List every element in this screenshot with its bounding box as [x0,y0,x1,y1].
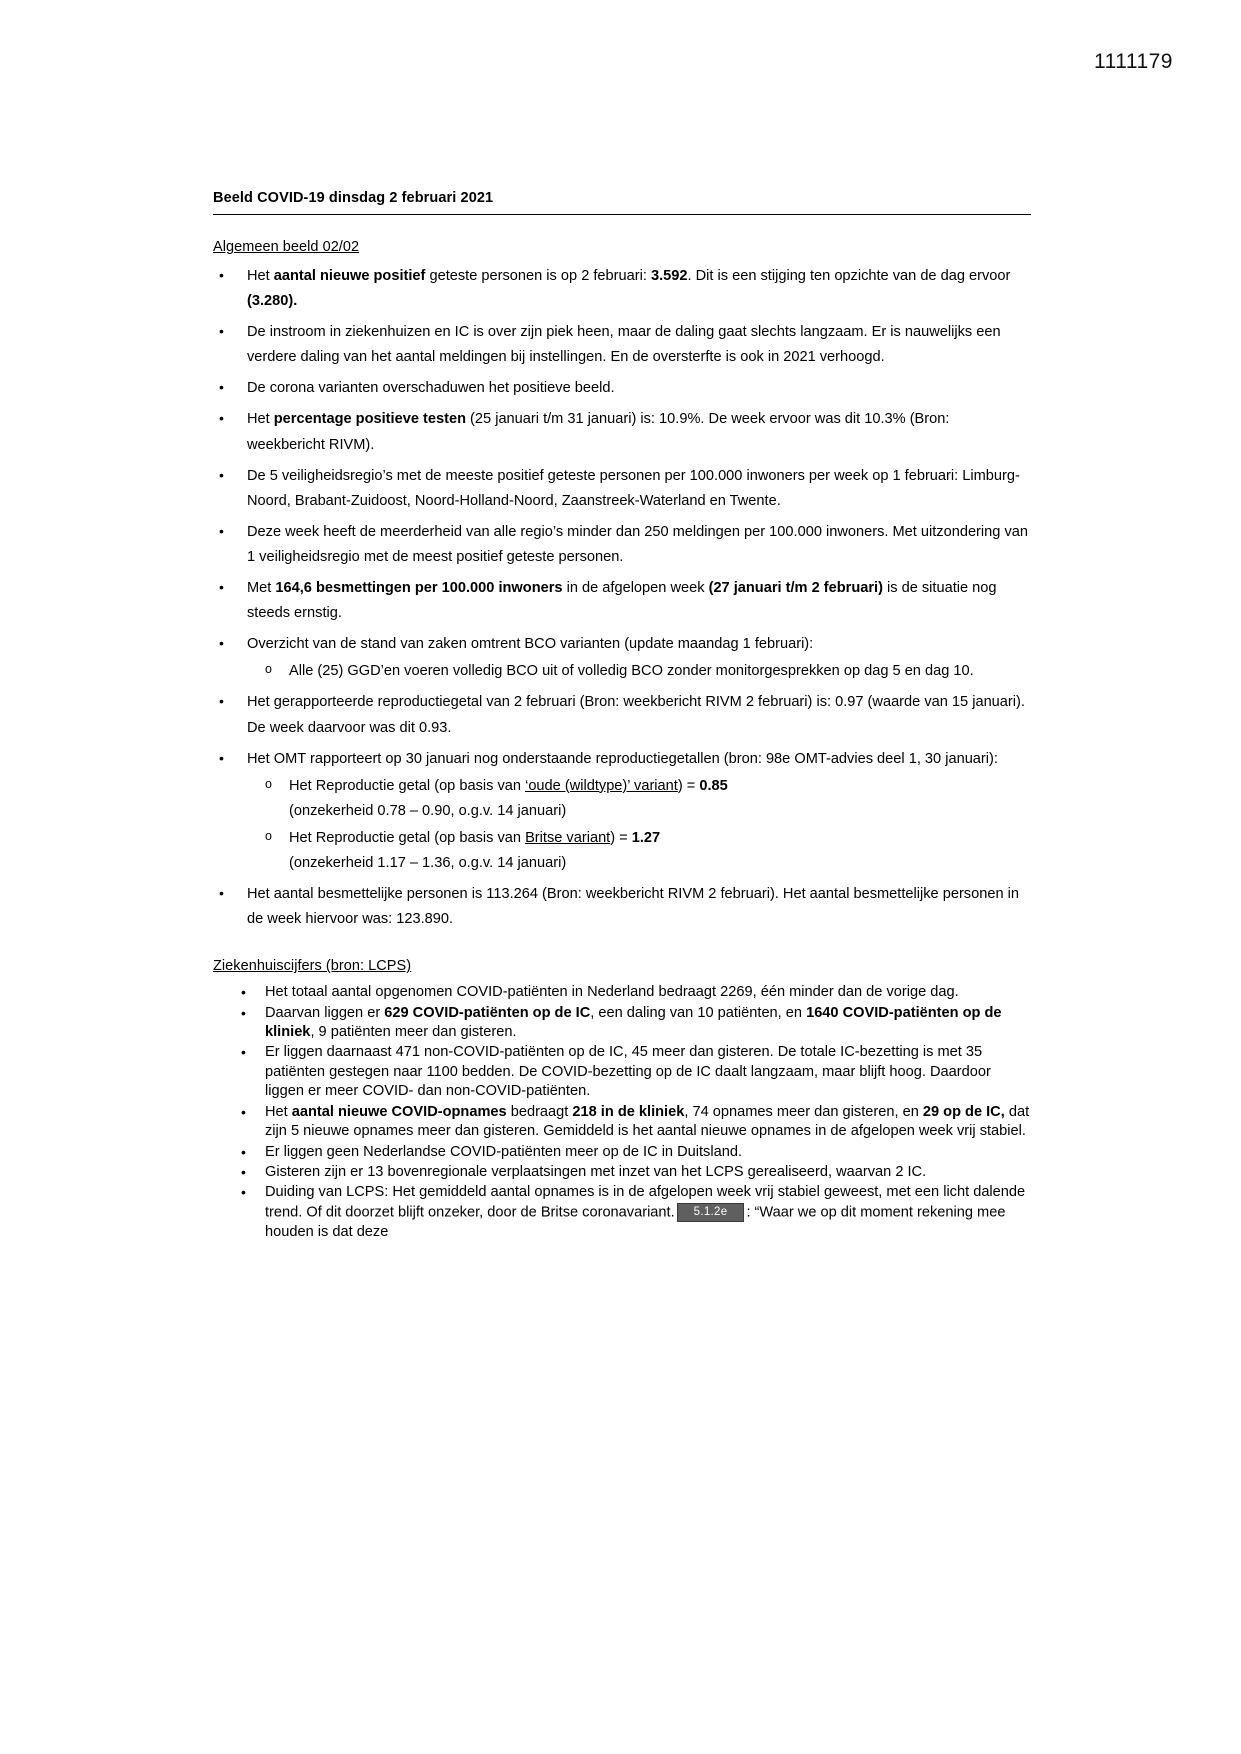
list-item: • Er liggen daarnaast 471 non-COVID-patiënten op de IC, 45 meer dan gisteren. De totale IC-bezetting is met 35 patiënten gestegen naar 1100 bedden. De COVID-bezetting op de IC daalt langzaam, maar blijft hoog. Daardoor liggen er meer COVID- dan non-COVID-patiënten. [213,1043,1031,1101]
section-heading-algemeen-beeld: Algemeen beeld 02/02 [213,239,360,255]
section-heading-ziekenhuiscijfers: Ziekenhuiscijfers (bron: LCPS) [213,958,412,975]
r-brits-uncertainty: (onzekerheid 1.17 – 1.36, o.g.v. 14 januari) [289,854,567,871]
list-item: • De corona varianten overschaduwen het positieve beeld. [213,376,1031,401]
list-item: • Met 164,6 besmettingen per 100.000 inwoners in de afgelopen week (27 januari t/m 2 februari) is de situatie nog steeds ernstig. [213,576,1031,626]
r-wildtype-value: 0.85 [699,777,728,794]
r-wildtype-eq: ) = [677,777,700,794]
list-item-text: Duiding van LCPS: Het gemiddeld aantal opnames is in de afgelopen week vrij stabiel geweest, met een licht dalende trend. Of dit doorzet blijft onzeker, door de Britse coronavariant. [265,1184,1026,1221]
algemeen-beeld-list [213,264,1031,932]
list-item: • De 5 veiligheidsregio’s met de meeste positief geteste personen per 100.000 inwoners per week op 1 februari: Limburg-Noord, Brabant-Zuidoost, Noord-Holland-Noord, Zaanstreek-Waterland en Twente. [213,464,1031,514]
r-wildtype-variant: ‘oude (wildtype)’ variant [525,777,678,794]
sub-list-item [247,774,1031,824]
r-brits-prefix: Het Reproductie getal (op basis van [289,829,526,846]
ziekenhuiscijfers-section [213,958,1031,1242]
list-item-text: Het OMT rapporteert op 30 januari nog onderstaande reproductiegetallen (bron: 98e OMT-advies deel 1, 30 januari): [247,750,998,767]
list-item: • Het percentage positieve testen (25 januari t/m 31 januari) is: 10.9%. De week ervoor was dit 10.3% (Bron: weekbericht RIVM). [213,407,1031,457]
r-wildtype-prefix: Het Reproductie getal (op basis van [289,777,526,794]
r-brits-variant: Britse variant [525,829,611,846]
list-item: • Deze week heeft de meerderheid van alle regio’s minder dan 250 meldingen per 100.000 inwoners. Met uitzondering van 1 veiligheidsregio met de meest positief geteste personen. [213,520,1031,570]
list-item-text: Overzicht van de stand van zaken omtrent BCO varianten (update maandag 1 februari): [247,636,814,653]
list-item: • Het aantal nieuwe positief geteste personen is op 2 februari: 3.592. Dit is een stijging ten opzichte van de dag ervoor (3.280). [213,264,1031,314]
list-item: • Gisteren zijn er 13 bovenregionale verplaatsingen met inzet van het LCPS gerealiseerd, waarvan 2 IC. [213,1163,1031,1182]
redaction-badge: 5.1.2e [677,1203,745,1222]
sub-list-item [247,826,1031,876]
list-item: • Daarvan liggen er 629 COVID-patiënten op de IC, een daling van 10 patiënten, en 1640 COVID-patiënten op de kliniek, 9 patiënten meer dan gisteren. [213,1004,1031,1043]
list-item: • Het aantal besmettelijke personen is 113.264 (Bron: weekbericht RIVM 2 februari). Het aantal besmettelijke personen in de week hiervoor was: 123.890. [213,882,1031,932]
page-title: Beeld COVID-19 dinsdag 2 februari 2021 [213,190,1031,215]
ziekenhuiscijfers-list [213,983,1031,1242]
bco-sublist [247,659,1031,684]
list-item: • Er liggen geen Nederlandse COVID-patiënten meer op de IC in Duitsland. [213,1143,1031,1162]
sub-list-item: o Alle (25) GGD’en voeren volledig BCO uit of volledig BCO zonder monitorgesprekken op dag 5 en dag 10. [247,659,1031,684]
list-item [213,747,1031,876]
document-body [213,190,1031,1243]
list-item: • Het aantal nieuwe COVID-opnames bedraagt 218 in de kliniek, 74 opnames meer dan gisteren, en 29 op de IC, dat zijn 5 nieuwe opnames meer dan gisteren. Gemiddeld is het aantal nieuwe opnames in de afgelopen week vrij stabiel. [213,1103,1031,1142]
r-wildtype-uncertainty: (onzekerheid 0.78 – 0.90, o.g.v. 14 januari) [289,802,567,819]
document-number: 1111179 [1093,50,1173,73]
r-brits-value: 1.27 [631,829,661,846]
list-item [213,1183,1031,1242]
reproductiegetallen-sublist [247,774,1031,876]
list-item: • Het gerapporteerde reproductiegetal van 2 februari (Bron: weekbericht RIVM 2 februari) is: 0.97 (waarde van 15 januari). De week daarvoor was dit 0.93. [213,690,1031,740]
list-item-tail: : “Waar we op dit moment rekening mee houden is dat deze [265,1204,1006,1240]
list-item [213,632,1031,684]
list-item: • Het totaal aantal opgenomen COVID-patiënten in Nederland bedraagt 2269, één minder dan de vorige dag. [213,983,1031,1002]
list-item: • De instroom in ziekenhuizen en IC is over zijn piek heen, maar de daling gaat slechts langzaam. Er is nauwelijks een verdere daling van het aantal meldingen bij instellingen. En de oversterfte is ook in 2021 verhoogd. [213,320,1031,370]
r-brits-eq: ) = [610,829,632,846]
